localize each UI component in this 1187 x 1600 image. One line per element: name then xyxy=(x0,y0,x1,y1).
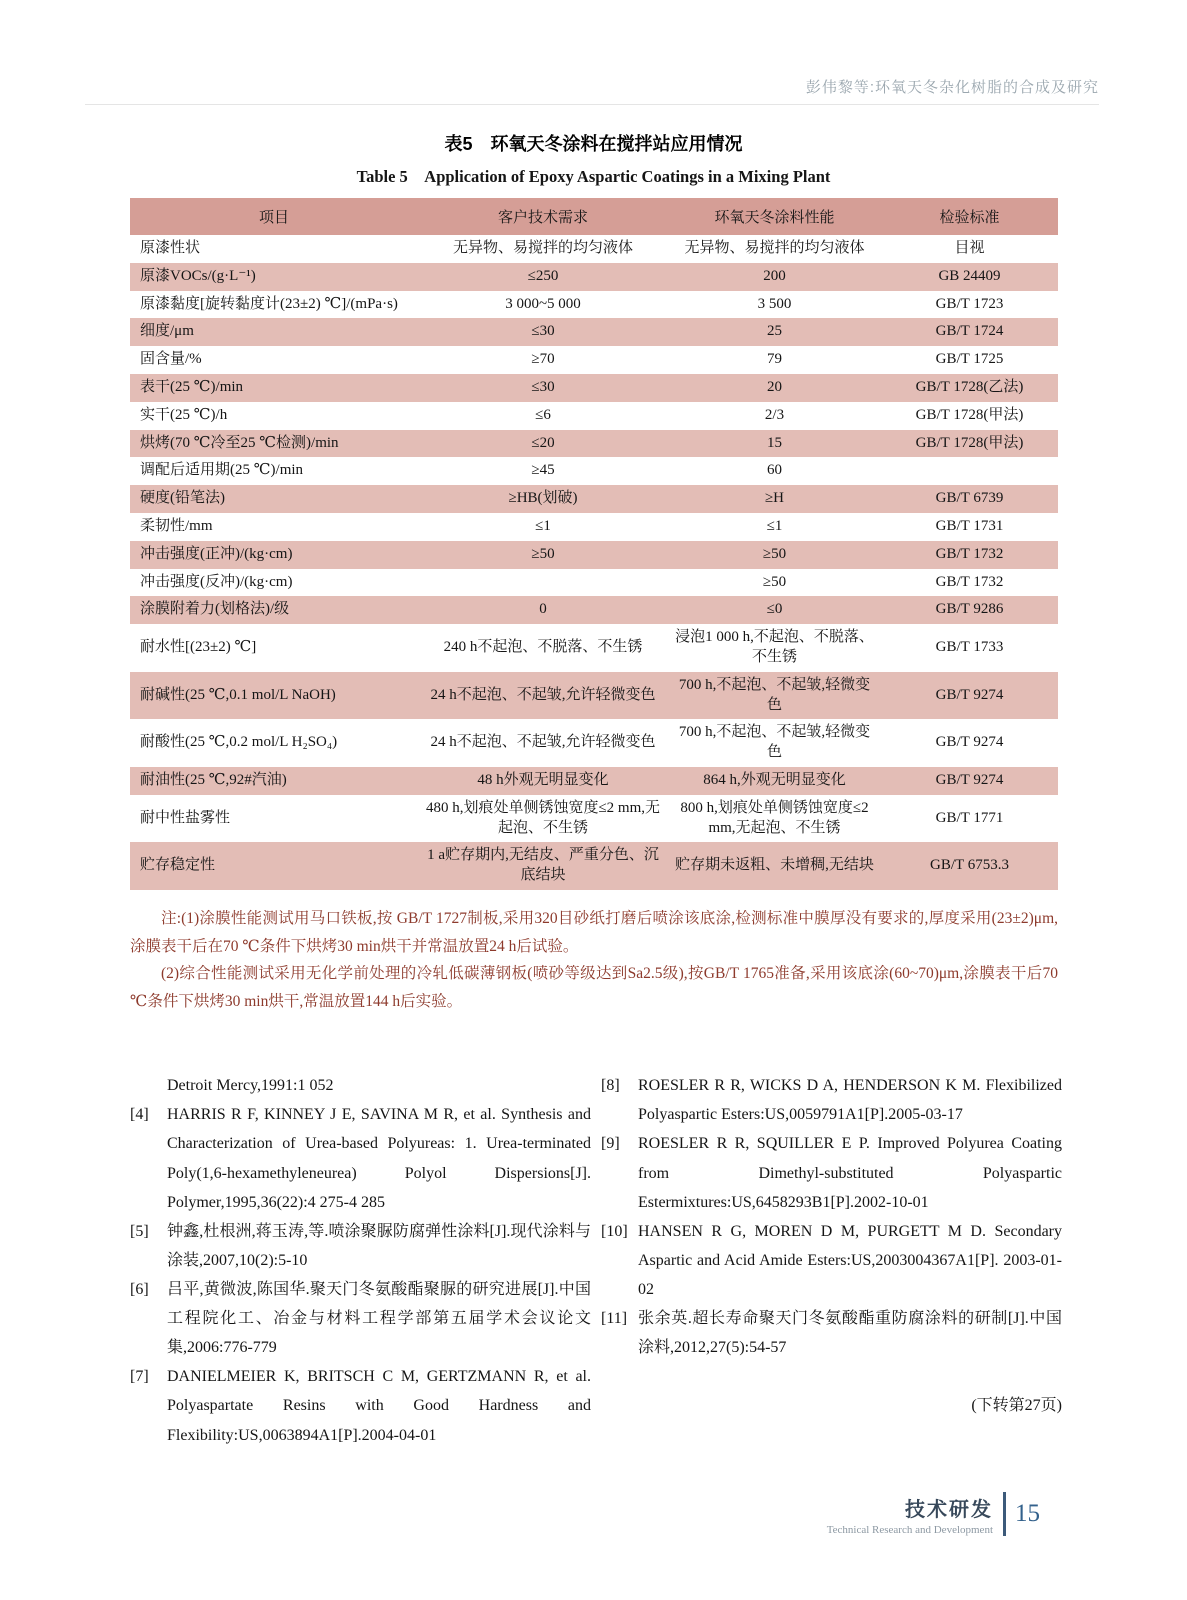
table-cell: 贮存稳定性 xyxy=(140,857,216,874)
table-cell: ≤30 xyxy=(531,378,555,395)
table-cell: 25 xyxy=(767,323,782,340)
table-cell: 实干(25 ℃)/h xyxy=(140,406,228,423)
table-row xyxy=(130,596,1058,624)
reference-number: [9] xyxy=(601,1135,620,1153)
note-paragraph: 注:(1)涂膜性能测试用马口铁板,按 GB/T 1727制板,采用320目砂纸打磨后喷涂该底涂,检测标准中膜厚没有要求的,厚度采用(23±2)μm,涂膜表干后在70 ℃条件下烘烤30 min烘干并常温放置24 h后试验。 xyxy=(130,909,1058,955)
table-cell: GB/T 9274 xyxy=(935,734,1004,751)
table-cell: ≤6 xyxy=(535,406,551,423)
reference-number: [6] xyxy=(130,1281,149,1298)
reference-number: [8] xyxy=(601,1077,620,1095)
table-cell: 固含量/% xyxy=(140,351,202,368)
table-cell: 调配后适用期(25 ℃)/min xyxy=(140,462,304,479)
table-cell: 24 h不起泡、不起皱,允许轻微变色 xyxy=(430,686,656,703)
table-cell: ≤0 xyxy=(766,601,783,618)
footer-section-cn: 技术研发 xyxy=(905,1498,993,1521)
table-cell: 48 h外观无明显变化 xyxy=(477,771,609,788)
table-cell: GB/T 9286 xyxy=(935,601,1004,618)
table-cell: 无异物、易搅拌的均匀液体 xyxy=(684,240,865,256)
table-row xyxy=(130,318,1058,346)
footer-section-title xyxy=(827,1493,993,1536)
table-row xyxy=(130,485,1058,513)
table-cell: GB/T 1723 xyxy=(935,295,1004,312)
column-header-item: 项目 xyxy=(130,198,418,235)
reference-text: DANIELMEIER K, BRITSCH C M, GERTZMANN R, et al. Polyaspartate Resins with Good Hardness and Flexibility:US,0063894A1[P].2004-04-01 xyxy=(167,1368,591,1444)
table-row xyxy=(130,719,1058,767)
references-right-column xyxy=(601,1071,1062,1449)
reference-number xyxy=(130,1071,167,1100)
table-cell: GB/T 1728(乙法) xyxy=(915,378,1024,395)
table-cell: 原漆性状 xyxy=(140,240,201,256)
reference-item xyxy=(130,1275,591,1362)
table-cell: 目视 xyxy=(954,240,985,256)
table-row xyxy=(130,457,1058,485)
table-cell: GB/T 1731 xyxy=(935,517,1004,534)
reference-number: [4] xyxy=(130,1106,149,1124)
references-left-column xyxy=(130,1071,591,1449)
reference-text: HARRIS R F, KINNEY J E, SAVINA M R, et al. Synthesis and Characterization of Urea-based Polyureas: 1. Urea-terminated Poly(1,6-hexamethyleneurea) Polyol Dispersions[J]. Polymer,1995,36(22):4 275-4 285 xyxy=(167,1106,591,1211)
running-head: 彭伟黎等:环氧天冬杂化树脂的合成及研究 xyxy=(805,79,1099,96)
table-cell: 表干(25 ℃)/min xyxy=(140,378,244,395)
reference-item xyxy=(130,1217,591,1275)
table-cell: ≥50 xyxy=(762,545,787,562)
table-row xyxy=(130,513,1058,541)
table-cell: 24 h不起泡、不起皱,允许轻微变色 xyxy=(430,734,656,751)
note-paragraph: (2)综合性能测试采用无化学前处理的冷轧低碳薄钢板(喷砂等级达到Sa2.5级),按GB/T 1765准备,采用该底涂(60~70)μm,涂膜表干后70 ℃条件下烘烤30 min烘干,常温放置144 h后实验。 xyxy=(130,965,1058,1010)
table-cell: 原漆黏度[旋转黏度计(23±2) ℃]/(mPa·s) xyxy=(140,295,398,312)
table-cell: 15 xyxy=(767,434,782,451)
table-cell: ≥45 xyxy=(531,462,555,479)
reference-number: [5] xyxy=(130,1222,149,1240)
table-cell: 涂膜附着力(划格法)/级 xyxy=(140,601,290,618)
column-header-standard: 检验标准 xyxy=(881,198,1058,235)
table-cell: GB/T 9274 xyxy=(935,771,1004,788)
table-cell: 3 500 xyxy=(757,295,792,312)
table-cell: 240 h不起泡、不脱落、不生锈 xyxy=(443,639,643,656)
reference-text: 钟鑫,杜根洲,蒋玉涛,等.喷涂聚脲防腐弹性涂料[J].现代涂料与涂装,2007,10(2):5-10 xyxy=(167,1222,591,1269)
table-cell: 60 xyxy=(767,462,782,479)
table-row xyxy=(130,795,1058,843)
table-cell: 0 xyxy=(539,601,547,618)
table-cell: GB/T 6753.3 xyxy=(930,857,1009,874)
table-cell: ≥70 xyxy=(531,351,555,368)
table-row xyxy=(130,569,1058,597)
table-cell: 864 h,外观无明显变化 xyxy=(703,771,846,788)
table-cell: 79 xyxy=(767,351,782,368)
table-cell: 耐中性盐雾性 xyxy=(140,809,231,826)
page-footer xyxy=(827,1492,1040,1536)
table-cell: 700 h,不起泡、不起皱,轻微变色 xyxy=(678,724,871,761)
table-title-cn: 表5 环氧天冬涂料在搅拌站应用情况 xyxy=(444,134,743,154)
table-row xyxy=(130,842,1058,890)
reference-number: [10] xyxy=(601,1222,628,1240)
table-row xyxy=(130,402,1058,430)
table-cell: 800 h,划痕处单侧锈蚀宽度≤2 mm,无起泡、不生锈 xyxy=(680,799,869,836)
table-row xyxy=(130,624,1058,672)
table-cell: 贮存期未返粗、未增稠,无结块 xyxy=(675,857,874,874)
reference-text: HANSEN R G, MOREN D M, PURGETT M D. Secondary Aspartic and Acid Amide Esters:US,2003004367A1[P]. 2003-01-02 xyxy=(638,1222,1062,1298)
table-cell: 耐碱性(25 ℃,0.1 mol/L NaOH) xyxy=(140,686,336,703)
table-cell: GB/T 1771 xyxy=(935,809,1004,826)
table-cell: GB/T 1724 xyxy=(935,323,1004,340)
table-cell: 耐酸性(25 ℃,0.2 mol/L H₂SO₄) xyxy=(140,734,338,751)
table-cell: GB/T 6739 xyxy=(935,490,1004,507)
reference-text: ROESLER R R, WICKS D A, HENDERSON K M. Flexibilized Polyaspartic Esters:US,0059791A1[P].2005-03-17 xyxy=(638,1077,1062,1124)
table-cell: GB 24409 xyxy=(938,267,1001,284)
reference-number: [7] xyxy=(130,1368,149,1386)
table-row xyxy=(130,374,1058,402)
table-row xyxy=(130,346,1058,374)
reference-text: Detroit Mercy,1991:1 052 xyxy=(167,1077,334,1095)
table-cell: ≥H xyxy=(764,490,785,507)
table-cell: ≥50 xyxy=(762,573,787,590)
column-header-requirement: 客户技术需求 xyxy=(418,198,668,235)
table-row xyxy=(130,291,1058,319)
table-cell: 480 h,划痕处单侧锈蚀宽度≤2 mm,无起泡、不生锈 xyxy=(425,799,661,836)
reference-item xyxy=(130,1071,591,1100)
table-cell: 柔韧性/mm xyxy=(140,517,213,534)
reference-number: [11] xyxy=(601,1310,628,1328)
table-cell: 硬度(铅笔法) xyxy=(140,490,225,507)
table-row xyxy=(130,430,1058,458)
table-cell: 冲击强度(正冲)/(kg·cm) xyxy=(140,545,293,562)
reference-text: ROESLER R R, SQUILLER E P. Improved Polyurea Coating from Dimethyl-substituted Polyaspartic Estermixtures:US,6458293B1[P].2002-10-01 xyxy=(638,1135,1062,1211)
continued-on-page-note: (下转第27页) xyxy=(971,1397,1062,1415)
reference-item xyxy=(601,1304,1062,1362)
table-row xyxy=(130,235,1058,263)
reference-item xyxy=(130,1362,591,1449)
header-rule xyxy=(85,104,1099,105)
table-cell: GB/T 1733 xyxy=(935,639,1004,656)
table-cell: GB/T 1728(甲法) xyxy=(915,406,1024,423)
table-body xyxy=(130,235,1058,890)
table-cell: ≤1 xyxy=(766,517,783,534)
table-cell: 200 xyxy=(763,267,786,284)
column-header-performance: 环氧天冬涂料性能 xyxy=(668,198,881,235)
table-cell: 无异物、易搅拌的均匀液体 xyxy=(452,240,633,256)
reference-item xyxy=(601,1217,1062,1304)
references-section xyxy=(130,1071,1062,1449)
reference-item xyxy=(601,1071,1062,1129)
table-cell xyxy=(881,457,1058,485)
table-cell: 3 000~5 000 xyxy=(505,295,581,312)
table-cell: GB/T 1725 xyxy=(935,351,1004,368)
table-cell: GB/T 9274 xyxy=(935,686,1004,703)
table-cell: 耐油性(25 ℃,92#汽油) xyxy=(140,771,287,788)
table-row xyxy=(130,541,1058,569)
table-cell: ≤20 xyxy=(531,434,555,451)
table-cell: GB/T 1732 xyxy=(935,573,1004,590)
table-row xyxy=(130,672,1058,720)
reference-item xyxy=(130,1100,591,1216)
table-cell: 700 h,不起泡、不起皱,轻微变色 xyxy=(678,676,871,713)
reference-text: 张余英.超长寿命聚天门冬氨酸酯重防腐涂料的研制[J].中国涂料,2012,27(5):54-57 xyxy=(638,1310,1062,1357)
table-notes xyxy=(130,905,1058,1015)
table-cell: 烘烤(70 ℃冷至25 ℃检测)/min xyxy=(140,434,339,451)
footer-section-en: Technical Research and Development xyxy=(826,1523,993,1536)
page-number: 15 xyxy=(1015,1500,1040,1527)
page-content xyxy=(0,130,1187,1450)
table-cell: 原漆VOCs/(g·L⁻¹) xyxy=(140,267,256,284)
table-cell: ≤1 xyxy=(535,517,551,534)
table-row xyxy=(130,767,1058,795)
footer-divider xyxy=(1003,1492,1006,1536)
table-cell: 浸泡1 000 h,不起泡、不脱落、不生锈 xyxy=(675,629,874,665)
table-cell: ≥50 xyxy=(531,545,555,562)
table-cell: 冲击强度(反冲)/(kg·cm) xyxy=(140,573,293,590)
table-title-en: Table 5 Application of Epoxy Aspartic Coatings in a Mixing Plant xyxy=(356,167,831,186)
reference-text: 吕平,黄微波,陈国华.聚天门冬氨酸酯聚脲的研究进展[J].中国工程院化工、冶金与材料工程学部第五届学术会议论文集,2006:776-779 xyxy=(167,1281,591,1357)
table-cell: ≤250 xyxy=(527,267,559,284)
table-cell: 2/3 xyxy=(764,406,785,423)
table-cell: ≥HB(划破) xyxy=(508,490,578,507)
table-cell xyxy=(418,569,668,597)
table-row xyxy=(130,263,1058,291)
table-cell: 细度/μm xyxy=(140,323,194,340)
table-cell: 耐水性[(23±2) ℃] xyxy=(140,639,257,656)
table-cell: 20 xyxy=(767,378,782,395)
table-cell: GB/T 1728(甲法) xyxy=(915,434,1024,451)
table-header-row xyxy=(130,198,1058,235)
table-cell: ≤30 xyxy=(531,323,555,340)
table-cell: GB/T 1732 xyxy=(935,545,1004,562)
reference-item xyxy=(601,1129,1062,1216)
table-cell: 1 a贮存期内,无结皮、严重分色、沉底结块 xyxy=(427,847,659,884)
application-table xyxy=(130,198,1058,890)
